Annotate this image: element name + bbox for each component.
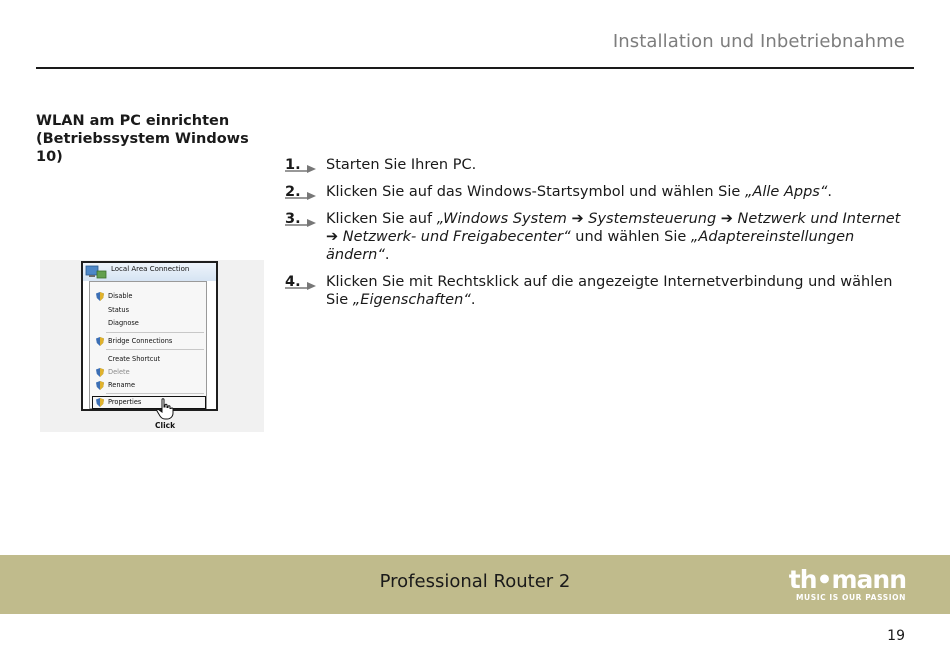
product-name: Professional Router 2 [379, 571, 571, 592]
shield-icon [96, 337, 104, 346]
shield-icon [96, 368, 104, 377]
logo-wordmark: th•mann [788, 565, 906, 594]
right-arrow-icon: ➔ [720, 211, 733, 227]
step-number: 3. [285, 210, 317, 228]
step-arrow-icon [285, 279, 317, 291]
step-item [285, 273, 905, 309]
header-rule [36, 67, 914, 69]
heading-line-2: (Betriebssystem Windows 10) [36, 131, 249, 165]
shield-icon [96, 292, 104, 301]
window-title: Local Area Connection [111, 265, 190, 273]
header-title: Installation und Inbetriebnahme [612, 31, 905, 52]
step-text-end: . [827, 184, 832, 200]
menu-item-disable[interactable]: Disable [108, 292, 133, 300]
step-text: Klicken Sie auf das Windows-Startsymbol und wählen Sie [326, 184, 745, 200]
menu-item-bridge-connections[interactable]: Bridge Connections [108, 337, 173, 345]
step-emphasis: „Alle Apps“ [744, 184, 828, 200]
step-arrow-icon [285, 189, 317, 201]
step-emphasis: „Windows System [436, 211, 567, 227]
explorer-window [81, 261, 218, 411]
step-text-end: . [470, 292, 476, 308]
step-item [285, 156, 905, 174]
menu-item-rename[interactable]: Rename [108, 381, 136, 389]
step-arrow-icon [285, 216, 317, 228]
step-arrow-icon [285, 162, 317, 174]
thomann-logo [786, 567, 906, 602]
step-text-end: . [384, 247, 390, 263]
step-text: Starten Sie Ihren PC. [326, 157, 477, 173]
window-titlebar [83, 263, 216, 281]
shield-icon [96, 381, 104, 390]
step-emphasis: Systemsteuerung [588, 211, 717, 227]
steps-list [285, 156, 905, 318]
right-arrow-icon: ➔ [571, 211, 584, 227]
step-emphasis: Netzwerk- und Freigabecenter“ [342, 229, 571, 245]
menu-item-diagnose[interactable]: Diagnose [108, 319, 139, 327]
context-menu-screenshot [40, 260, 264, 432]
menu-item-create-shortcut[interactable]: Create Shortcut [108, 355, 161, 363]
right-arrow-icon: ➔ [326, 229, 339, 245]
step-emphasis: Netzwerk und Internet [737, 211, 901, 227]
footer-band [0, 555, 950, 614]
section-heading [36, 112, 276, 166]
menu-divider [106, 349, 204, 350]
step-emphasis: „Adaptereinstellungen ändern“ [326, 229, 855, 263]
click-label: Click [155, 421, 176, 430]
step-text: Klicken Sie mit Rechtsklick auf die angezeigte Internetverbindung und wählen Sie [326, 274, 893, 308]
step-number: 4. [285, 273, 317, 291]
heading-line-1: WLAN am PC einrichten [36, 113, 230, 129]
step-number: 2. [285, 183, 317, 201]
step-number: 1. [285, 156, 317, 174]
hand-cursor-icon [156, 398, 174, 420]
menu-item-status[interactable]: Status [108, 306, 130, 314]
menu-divider [106, 393, 204, 394]
step-text-mid: und wählen Sie [570, 229, 691, 245]
page-number: 19 [887, 628, 905, 644]
logo-tagline: MUSIC IS OUR PASSION [795, 593, 906, 602]
step-text: Klicken Sie auf [326, 211, 437, 227]
menu-item-properties[interactable]: Properties [108, 398, 142, 406]
step-item [285, 210, 905, 264]
step-item [285, 183, 905, 201]
step-emphasis: „Eigenschaften“ [352, 292, 471, 308]
network-adapter-icon [85, 265, 107, 279]
menu-divider [106, 332, 204, 333]
menu-item-delete[interactable]: Delete [108, 368, 130, 376]
context-menu [89, 281, 207, 409]
shield-icon [96, 398, 104, 407]
